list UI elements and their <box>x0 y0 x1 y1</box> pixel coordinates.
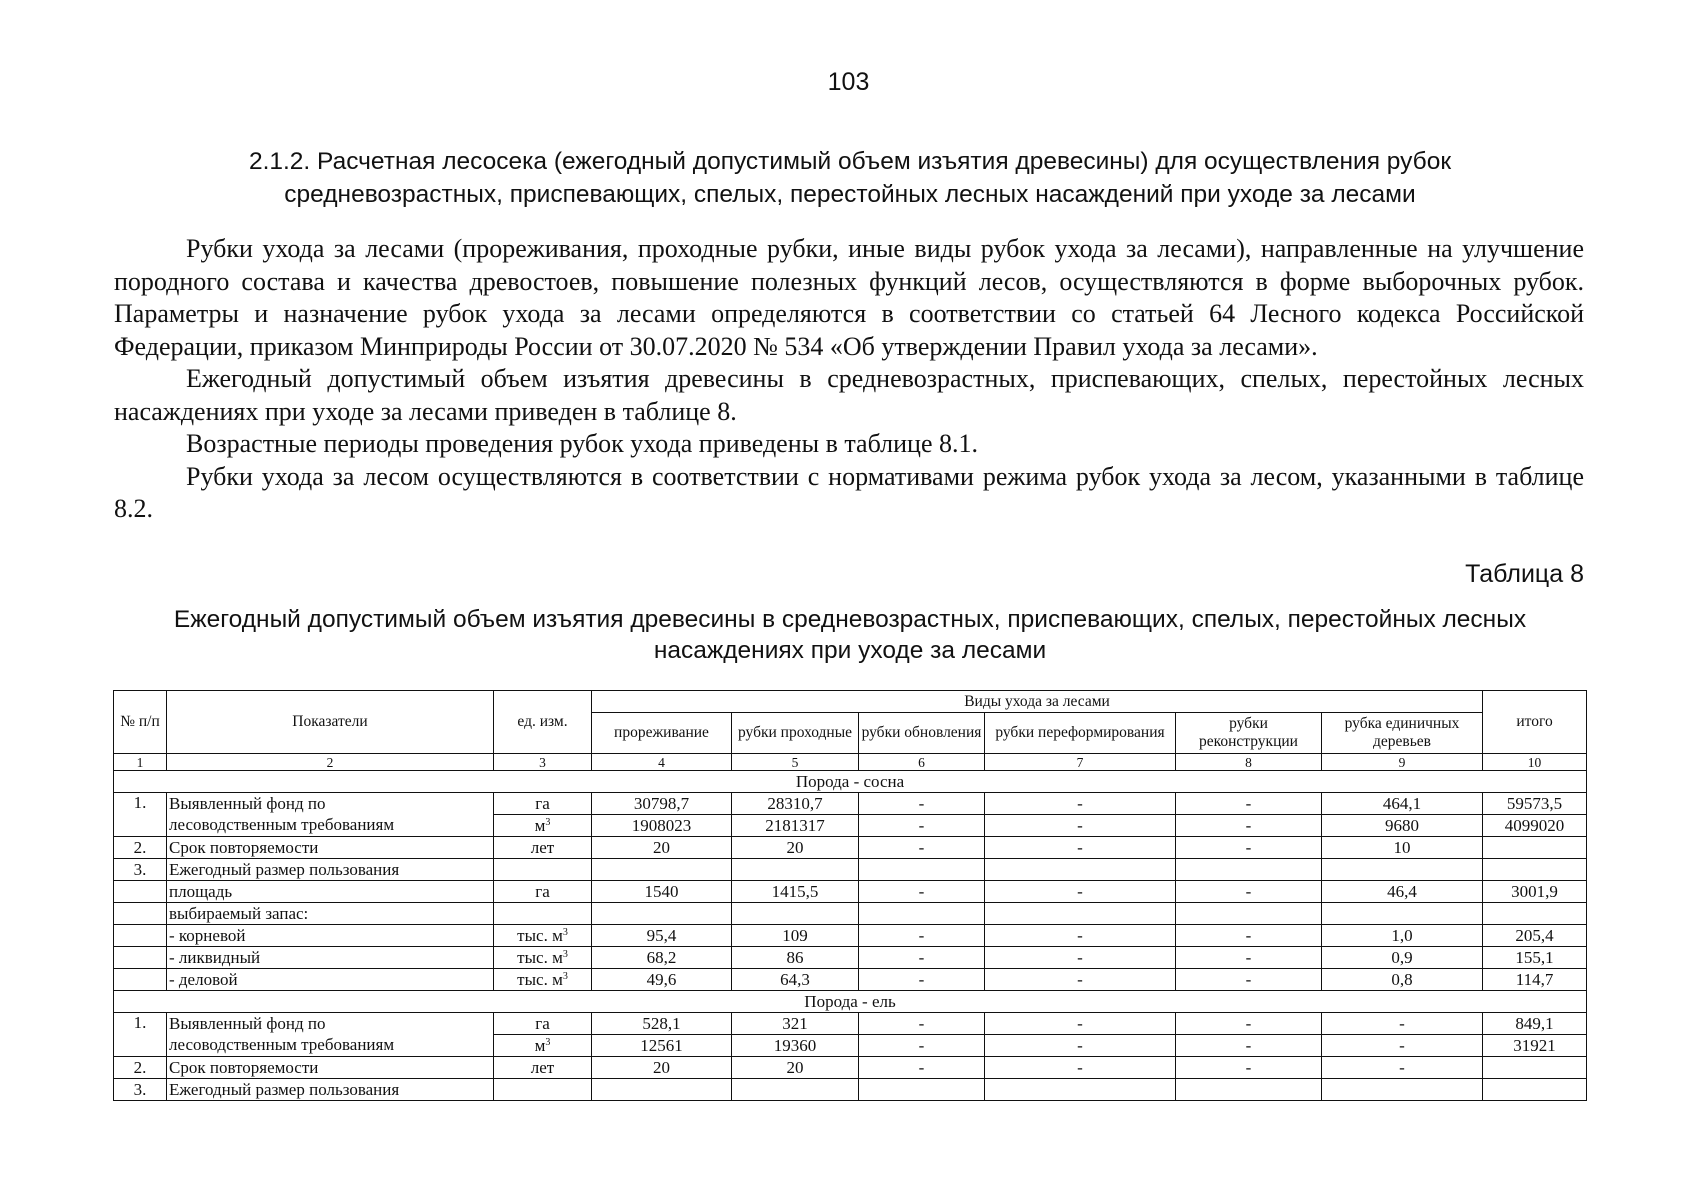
cell: - <box>985 947 1176 969</box>
cell: 4099020 <box>1483 815 1587 837</box>
unit-text: тыс. м <box>517 947 563 967</box>
column-number: 4 <box>592 754 732 771</box>
cell: 205,4 <box>1483 925 1587 947</box>
column-number: 7 <box>985 754 1176 771</box>
column-number: 2 <box>167 754 494 771</box>
row-unit <box>494 969 592 991</box>
cell: 59573,5 <box>1483 793 1587 815</box>
table-row <box>114 1035 1587 1057</box>
table-row <box>114 903 1587 925</box>
paragraph: Возрастные периоды проведения рубок ухода приведены в таблице 8.1. <box>186 429 979 458</box>
header-passage-cuts: рубки проходные <box>732 713 859 754</box>
section-label: Порода - сосна <box>114 771 1587 793</box>
cell: - <box>985 925 1176 947</box>
cell: - <box>1176 925 1322 947</box>
cell <box>592 1079 732 1101</box>
table-row <box>114 1079 1587 1101</box>
column-number: 1 <box>114 754 167 771</box>
row-label: Ежегодный размер пользования <box>167 1079 494 1101</box>
unit-text: м <box>534 815 546 835</box>
cell <box>859 859 985 881</box>
cell <box>859 1079 985 1101</box>
cell <box>592 903 732 925</box>
cell: 2181317 <box>732 815 859 837</box>
cell: - <box>859 815 985 837</box>
column-number: 6 <box>859 754 985 771</box>
row-num: 1. <box>114 793 167 837</box>
cell: 12561 <box>592 1035 732 1057</box>
row-unit: га <box>494 881 592 903</box>
cell: - <box>859 947 985 969</box>
column-number: 9 <box>1322 754 1483 771</box>
row-label: Срок повторяемости <box>167 837 494 859</box>
header-reformation-cuts: рубки переформирования <box>985 713 1176 754</box>
cell: 64,3 <box>732 969 859 991</box>
cell: 20 <box>592 837 732 859</box>
column-number: 10 <box>1483 754 1587 771</box>
row-label: выбираемый запас: <box>167 903 494 925</box>
row-num <box>114 903 167 925</box>
row-label: Выявленный фонд по <box>167 1013 494 1035</box>
cell: - <box>985 837 1176 859</box>
cell: 0,8 <box>1322 969 1483 991</box>
row-unit: га <box>494 1013 592 1035</box>
header-single-tree-cuts: рубка единичных деревьев <box>1322 713 1483 754</box>
cell: 9680 <box>1322 815 1483 837</box>
row-label: Выявленный фонд по <box>167 793 494 815</box>
cell <box>592 859 732 881</box>
cell: - <box>859 881 985 903</box>
cell: - <box>1176 1013 1322 1035</box>
table-row <box>114 969 1587 991</box>
unit-superscript: 3 <box>545 816 551 828</box>
paragraph: Рубки ухода за лесом осуществляются в соответствии с нормативами режима рубок ухода за лесом, указанными в таблице 8.2. <box>114 461 1584 523</box>
column-number: 8 <box>1176 754 1322 771</box>
cell: 30798,7 <box>592 793 732 815</box>
row-num: 3. <box>114 859 167 881</box>
cell <box>1483 1079 1587 1101</box>
row-num <box>114 881 167 903</box>
cell: 20 <box>732 837 859 859</box>
row-unit: лет <box>494 837 592 859</box>
cell <box>732 903 859 925</box>
row-label: Ежегодный размер пользования <box>167 859 494 881</box>
header-renewal-cuts: рубки обновления <box>859 713 985 754</box>
cell: - <box>985 1057 1176 1079</box>
table-label: Таблица 8 <box>1465 560 1584 588</box>
cell: - <box>985 793 1176 815</box>
cell: 1415,5 <box>732 881 859 903</box>
row-label: - деловой <box>167 969 494 991</box>
section-row-spruce <box>114 991 1587 1013</box>
header-total: итого <box>1483 691 1587 754</box>
cell: - <box>1322 1013 1483 1035</box>
cell: - <box>1322 1057 1483 1079</box>
cell: 20 <box>732 1057 859 1079</box>
cell: 28310,7 <box>732 793 859 815</box>
unit-superscript: 3 <box>562 926 568 938</box>
row-label: - корневой <box>167 925 494 947</box>
cell: 109 <box>732 925 859 947</box>
cell: - <box>1176 837 1322 859</box>
unit-superscript: 3 <box>562 970 568 982</box>
cell <box>985 859 1176 881</box>
cell: 321 <box>732 1013 859 1035</box>
table-title: Ежегодный допустимый объем изъятия древесины в средневозрастных, приспевающих, спелых, перестойных лесных насаждениях при уходе за лесами <box>173 606 1527 664</box>
row-label: лесоводственным требованиям <box>167 815 494 837</box>
header-unit: ед. изм. <box>494 691 592 754</box>
cell <box>1322 1079 1483 1101</box>
row-num: 3. <box>114 1079 167 1101</box>
cell <box>494 1079 592 1101</box>
column-number-row <box>114 754 1587 771</box>
table-header-row <box>114 691 1587 713</box>
harvest-volume-table <box>113 690 1587 1101</box>
cell: - <box>859 837 985 859</box>
row-unit <box>494 947 592 969</box>
cell: - <box>859 793 985 815</box>
cell: - <box>859 1013 985 1035</box>
cell: 3001,9 <box>1483 881 1587 903</box>
cell: 20 <box>592 1057 732 1079</box>
cell <box>1483 859 1587 881</box>
header-care-types: Виды ухода за лесами <box>592 691 1483 713</box>
cell <box>494 903 592 925</box>
cell: 114,7 <box>1483 969 1587 991</box>
cell: 31921 <box>1483 1035 1587 1057</box>
cell: - <box>1176 815 1322 837</box>
table-row <box>114 815 1587 837</box>
cell: 49,6 <box>592 969 732 991</box>
row-unit <box>494 1035 592 1057</box>
row-unit <box>494 925 592 947</box>
cell: - <box>1176 1035 1322 1057</box>
cell <box>732 859 859 881</box>
cell: 849,1 <box>1483 1013 1587 1035</box>
cell <box>985 1079 1176 1101</box>
row-num <box>114 925 167 947</box>
body-text <box>114 233 1584 526</box>
cell: - <box>985 1013 1176 1035</box>
unit-text: тыс. м <box>517 925 563 945</box>
unit-superscript: 3 <box>562 948 568 960</box>
cell <box>494 859 592 881</box>
cell: - <box>859 969 985 991</box>
row-num <box>114 947 167 969</box>
table-row <box>114 1013 1587 1035</box>
table-row <box>114 1057 1587 1079</box>
section-row-pine <box>114 771 1587 793</box>
cell: 68,2 <box>592 947 732 969</box>
cell: 46,4 <box>1322 881 1483 903</box>
section-label: Порода - ель <box>114 991 1587 1013</box>
row-label: площадь <box>167 881 494 903</box>
table-row <box>114 793 1587 815</box>
row-label: Срок повторяемости <box>167 1057 494 1079</box>
header-indicators: Показатели <box>167 691 494 754</box>
cell: - <box>985 969 1176 991</box>
cell: - <box>1176 793 1322 815</box>
cell: 10 <box>1322 837 1483 859</box>
cell <box>1483 1057 1587 1079</box>
section-heading: 2.1.2. Расчетная лесосека (ежегодный допустимый объем изъятия древесины) для осуществления рубок средневозрастных, приспевающих, спелых, перестойных лесных насаждений при уходе за лесами <box>248 148 1452 208</box>
row-label: - ликвидный <box>167 947 494 969</box>
cell <box>1176 1079 1322 1101</box>
cell: 155,1 <box>1483 947 1587 969</box>
column-number: 5 <box>732 754 859 771</box>
cell: - <box>985 815 1176 837</box>
row-num: 1. <box>114 1013 167 1057</box>
table-row <box>114 925 1587 947</box>
cell <box>1176 859 1322 881</box>
cell: - <box>1176 947 1322 969</box>
cell: - <box>985 1035 1176 1057</box>
cell: - <box>859 1057 985 1079</box>
cell: 1540 <box>592 881 732 903</box>
cell <box>1483 837 1587 859</box>
cell: - <box>859 925 985 947</box>
cell: 464,1 <box>1322 793 1483 815</box>
unit-text: тыс. м <box>517 969 563 989</box>
cell <box>859 903 985 925</box>
row-num: 2. <box>114 837 167 859</box>
header-thinning: прореживание <box>592 713 732 754</box>
cell: 0,9 <box>1322 947 1483 969</box>
cell <box>1483 903 1587 925</box>
cell: 86 <box>732 947 859 969</box>
column-number: 3 <box>494 754 592 771</box>
cell: - <box>985 881 1176 903</box>
table-row <box>114 881 1587 903</box>
paragraph: Рубки ухода за лесами (прореживания, проходные рубки, иные виды рубок ухода за лесами), направленные на улучшение породного состава и качества древостоев, повышение полезных функций лесов, осуществляются в форме выборочных рубок. Параметры и назначение рубок ухода за лесами определяются в соответствии со статьей 64 Лесного кодекса Российской Федерации, приказом Минприроды России от 30.07.2020 № 534 «Об утверждении Правил ухода за лесами». <box>114 234 1584 361</box>
cell: 1908023 <box>592 815 732 837</box>
header-reconstruction-cuts: рубки реконструкции <box>1176 713 1322 754</box>
cell <box>1176 903 1322 925</box>
page-number: 103 <box>827 68 870 96</box>
row-label: лесоводственным требованиям <box>167 1035 494 1057</box>
cell: - <box>859 1035 985 1057</box>
header-num: № п/п <box>114 691 167 754</box>
cell: - <box>1176 969 1322 991</box>
table-row <box>114 859 1587 881</box>
cell: - <box>1322 1035 1483 1057</box>
row-unit <box>494 815 592 837</box>
cell: 95,4 <box>592 925 732 947</box>
cell: - <box>1176 881 1322 903</box>
row-num: 2. <box>114 1057 167 1079</box>
table-row <box>114 837 1587 859</box>
row-unit: га <box>494 793 592 815</box>
cell <box>1322 859 1483 881</box>
cell: 528,1 <box>592 1013 732 1035</box>
row-unit: лет <box>494 1057 592 1079</box>
cell <box>732 1079 859 1101</box>
cell <box>1322 903 1483 925</box>
cell: - <box>1176 1057 1322 1079</box>
row-num <box>114 969 167 991</box>
unit-superscript: 3 <box>545 1036 551 1048</box>
cell: 19360 <box>732 1035 859 1057</box>
cell: 1,0 <box>1322 925 1483 947</box>
paragraph: Ежегодный допустимый объем изъятия древесины в средневозрастных, приспевающих, спелых, перестойных лесных насаждениях при уходе за лесами приведен в таблице 8. <box>114 364 1584 426</box>
table-row <box>114 947 1587 969</box>
cell <box>985 903 1176 925</box>
unit-text: м <box>534 1035 546 1055</box>
